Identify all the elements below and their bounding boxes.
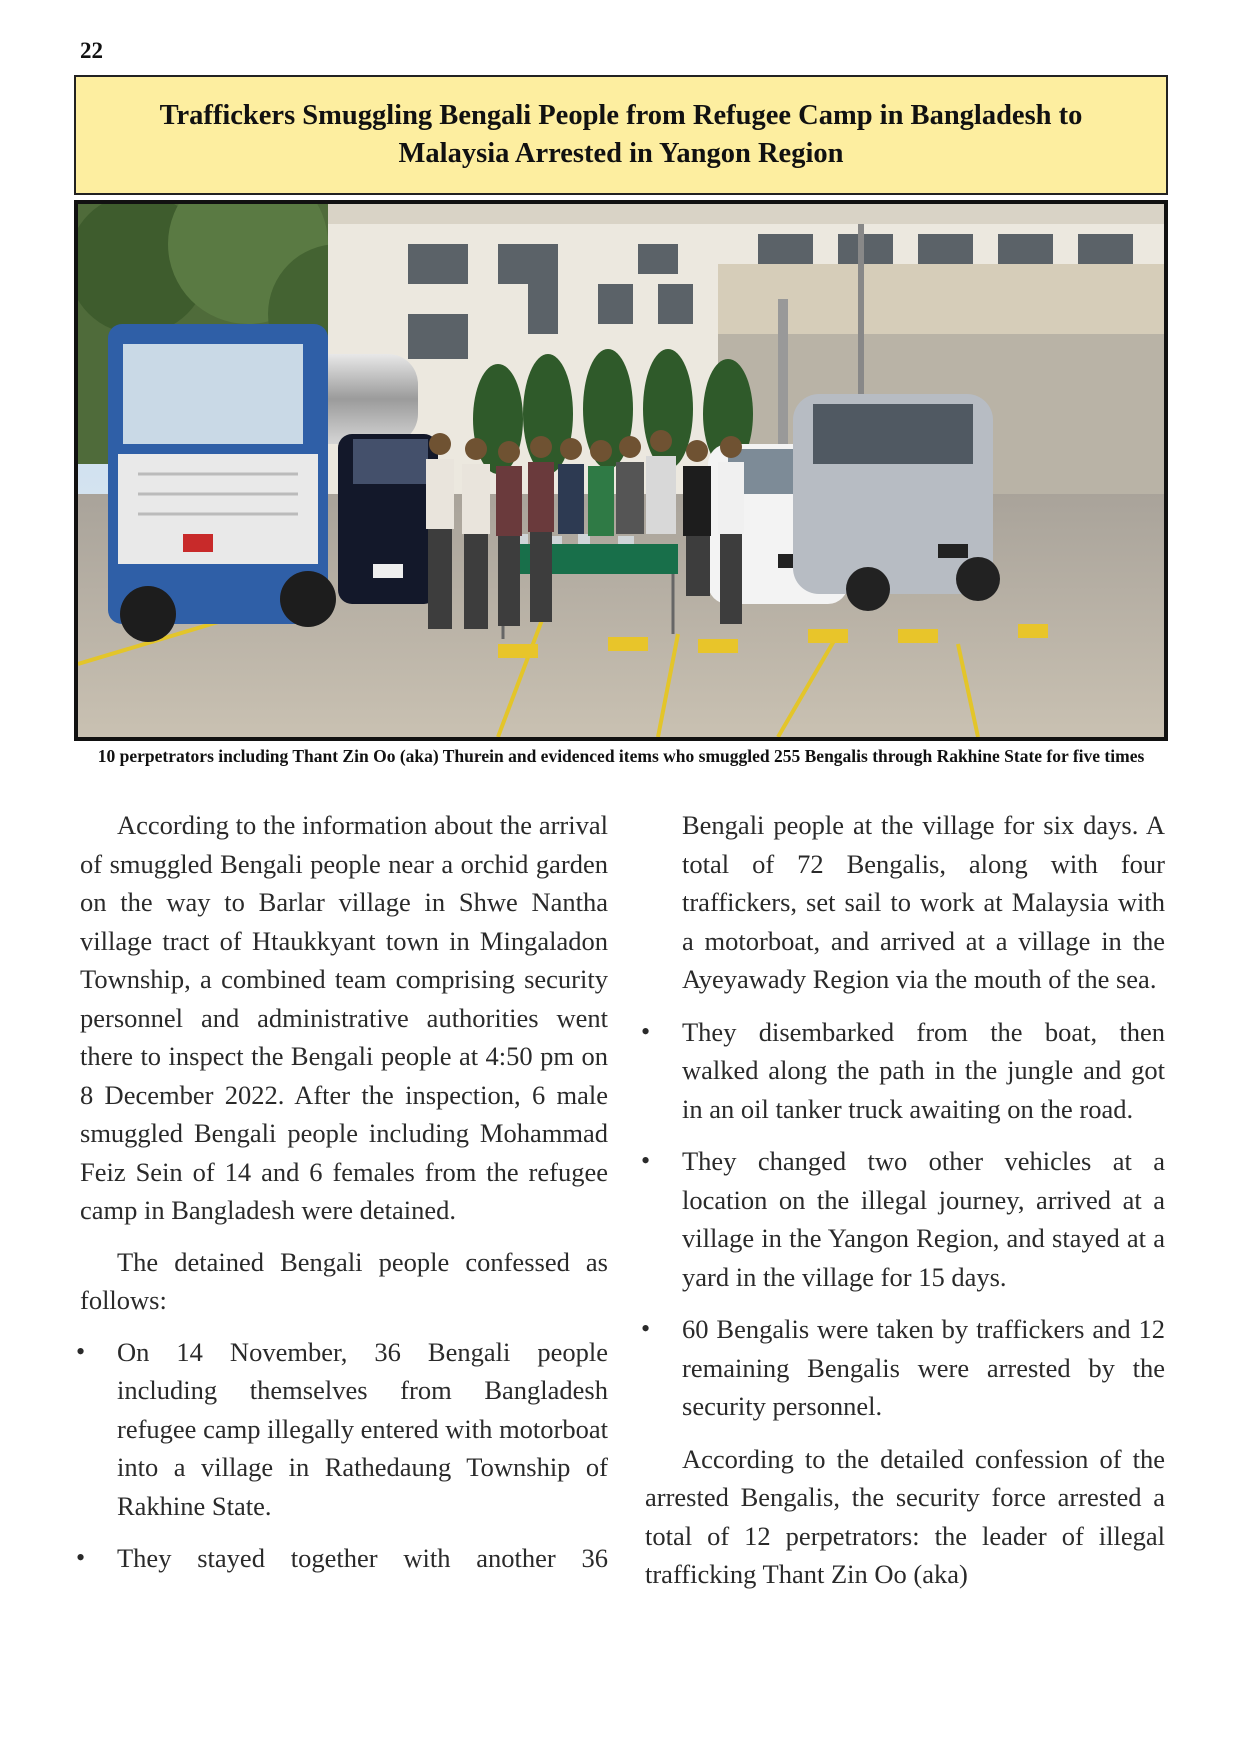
page-number: 22 bbox=[80, 38, 103, 63]
headline-box bbox=[74, 75, 1168, 195]
article-paragraph: According to the information about the arrival of smuggled Bengali people near a orchid garden on the way to Barlar village in Shwe Nantha village tract of Htaukkyant town in Mingaladon Township, a combined team comprising security personnel and administrative authorities went there to inspect the Bengali people at 4:50 pm on 8 December 2022. After the inspection, 6 male smuggled Bengali people including Mohammad Feiz Sein of 14 and 6 females from the refugee camp in Bangladesh were detained. bbox=[80, 810, 608, 1225]
list-item bbox=[641, 1142, 1165, 1296]
list-item-text: 60 Bengalis were taken by traffickers and 12 remaining Bengalis were arrested by the security personnel. bbox=[682, 1314, 1165, 1421]
list-item bbox=[76, 1333, 608, 1526]
news-photo bbox=[74, 200, 1168, 741]
list-item-text: On 14 November, 36 Bengali people including themselves from Bangladesh refugee camp illegally entered with motorboat into a village in Rathedaung Township of Rakhine State. bbox=[117, 1336, 608, 1521]
headline: Traffickers Smuggling Bengali People from Refugee Camp in Bangladesh to Malaysia Arrested in Yangon Region bbox=[159, 100, 1083, 169]
list-item-text: They stayed together with another 36 bbox=[117, 1543, 608, 1573]
article-column-left bbox=[76, 806, 608, 1592]
photo-illustration bbox=[78, 204, 1164, 737]
photo-caption: 10 perpetrators including Thant Zin Oo (aka) Thurein and evidenced items who smuggled 255 Bengalis through Rakhine State for five times bbox=[97, 746, 1145, 766]
list-item bbox=[641, 1013, 1165, 1129]
list-item bbox=[76, 1539, 608, 1578]
bullet-icon: • bbox=[76, 1336, 86, 1366]
list-item bbox=[641, 1310, 1165, 1426]
confession-list bbox=[76, 1333, 608, 1578]
list-item-text: They changed two other vehicles at a location on the illegal journey, arrived at a village in the Yangon Region, and stayed at a yard in the village for 15 days. bbox=[682, 1146, 1165, 1292]
bullet-icon: • bbox=[641, 1016, 651, 1046]
article-column-right bbox=[641, 806, 1165, 1607]
confession-list-continued bbox=[641, 806, 1165, 1426]
bullet-icon: • bbox=[641, 1314, 651, 1343]
bullet-icon: • bbox=[76, 1543, 86, 1572]
list-item-text: They disembarked from the boat, then walked along the path in the jungle and got in an oil tanker truck awaiting on the road. bbox=[682, 1016, 1165, 1124]
article-paragraph: The detained Bengali people confessed as follows: bbox=[80, 1246, 608, 1315]
article-paragraph: According to the detailed confession of the arrested Bengalis, the security force arrested a total of 12 perpetrators: the leader of illegal trafficking Thant Zin Oo (aka) bbox=[645, 1443, 1165, 1589]
bullet-icon: • bbox=[641, 1146, 651, 1175]
list-item-text: Bengali people at the village for six days. A total of 72 Bengalis, along with four traffickers, set sail to work at Malaysia with a motorboat, and arrived at a village in the Ayeyawady Region via the mouth of the sea. bbox=[682, 810, 1165, 994]
list-item bbox=[645, 806, 1165, 999]
